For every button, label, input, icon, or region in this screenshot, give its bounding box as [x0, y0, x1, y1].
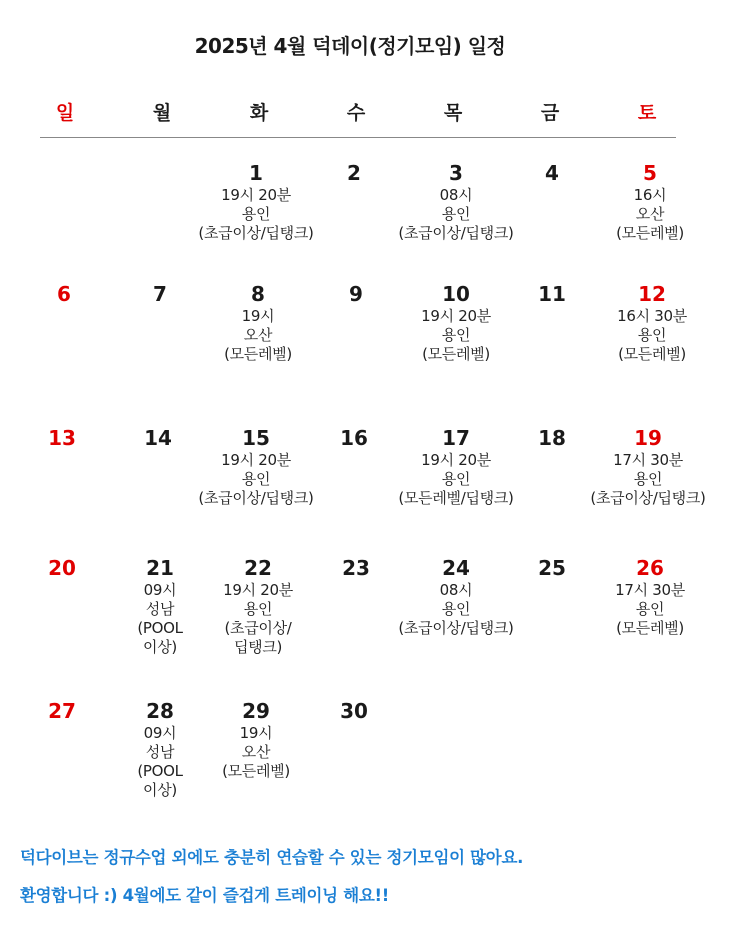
day-number: 23: [342, 556, 370, 580]
day-number: 2: [347, 161, 361, 185]
weekday-sun: 일: [55, 102, 75, 124]
event-place: 성남: [145, 743, 175, 761]
event-level-cont: 이상): [143, 781, 177, 799]
footer-line-1: 덕다이브는 정규수업 외에도 충분히 연습할 수 있는 정기모임이 많아요.: [20, 848, 524, 867]
event-time: 16시: [633, 186, 667, 204]
day-number: 14: [144, 426, 172, 450]
day-number: 11: [538, 282, 566, 306]
event-place: 용인: [241, 205, 271, 223]
event-level: (모든레벨): [616, 619, 684, 637]
event-place: 용인: [441, 326, 471, 344]
day-number: 7: [153, 282, 167, 306]
event-level: (초급이상/딥탱크): [398, 619, 514, 637]
event-level-cont: 딥탱크): [233, 638, 283, 656]
weekday-mon: 월: [152, 102, 172, 124]
day-number: 21: [146, 556, 174, 580]
event-time: 17시 30분: [615, 581, 685, 599]
day-number: 12: [638, 282, 666, 306]
event-place: 오산: [635, 205, 665, 223]
day-number: 16: [340, 426, 368, 450]
weekday-tue: 화: [249, 102, 269, 124]
weekday-fri: 금: [540, 102, 560, 124]
event-place: 용인: [441, 600, 471, 618]
event-place: 용인: [637, 326, 667, 344]
day-cell-26: [570, 555, 730, 638]
event-time: 19시 20분: [421, 451, 491, 469]
event-place: 용인: [441, 470, 471, 488]
event-time: 19시: [241, 307, 275, 325]
footer-line-2: 환영합니다 :) 4월에도 같이 즐겁게 트레이닝 해요!!: [20, 886, 389, 905]
day-number: 6: [57, 282, 71, 306]
weekday-thu: 목: [443, 102, 463, 124]
day-cell-5: [570, 160, 730, 243]
event-level: (모든레벨): [224, 345, 292, 363]
day-cell-30: [274, 698, 434, 724]
event-level-cont: 이상): [143, 638, 177, 656]
event-time: 19시 20분: [221, 451, 291, 469]
event-place: 성남: [145, 600, 175, 618]
day-number: 18: [538, 426, 566, 450]
day-number: 25: [538, 556, 566, 580]
day-number: 30: [340, 699, 368, 723]
event-place: 용인: [441, 205, 471, 223]
event-time: 19시 20분: [421, 307, 491, 325]
event-level: (모든레벨): [616, 224, 684, 242]
event-time: 09시: [143, 724, 177, 742]
day-number: 27: [48, 699, 76, 723]
event-place: 용인: [635, 600, 665, 618]
event-time: 08시: [439, 186, 473, 204]
weekday-sat: 토: [637, 102, 657, 124]
day-number: 24: [442, 556, 470, 580]
event-level: (모든레벨): [222, 762, 290, 780]
event-time: 19시 20분: [223, 581, 293, 599]
event-time: 08시: [439, 581, 473, 599]
day-number: 17: [442, 426, 470, 450]
day-number: 3: [449, 161, 463, 185]
event-level: (초급이상/딥탱크): [398, 224, 514, 242]
day-number: 22: [244, 556, 272, 580]
day-number: 4: [545, 161, 559, 185]
event-place: 용인: [241, 470, 271, 488]
event-level: (초급이상/: [224, 619, 292, 637]
day-number: 1: [249, 161, 263, 185]
day-number: 29: [242, 699, 270, 723]
event-time: 19시: [239, 724, 273, 742]
day-number: 9: [349, 282, 363, 306]
event-level: (모든레벨): [422, 345, 490, 363]
event-level: (POOL: [137, 762, 183, 780]
day-number: 10: [442, 282, 470, 306]
day-number: 28: [146, 699, 174, 723]
event-level: (초급이상/딥탱크): [198, 489, 314, 507]
day-number: 19: [634, 426, 662, 450]
event-place: 오산: [243, 326, 273, 344]
day-cell-12: [572, 281, 732, 364]
weekday-wed: 수: [346, 102, 366, 124]
page-title: 2025년 4월 덕데이(정기모임) 일정: [194, 34, 506, 58]
day-number: 8: [251, 282, 265, 306]
day-number: 5: [643, 161, 657, 185]
day-number: 15: [242, 426, 270, 450]
event-place: 용인: [243, 600, 273, 618]
event-time: 09시: [143, 581, 177, 599]
day-number: 20: [48, 556, 76, 580]
day-number: 26: [636, 556, 664, 580]
day-cell-19: [568, 425, 728, 508]
day-number: 13: [48, 426, 76, 450]
event-time: 19시 20분: [221, 186, 291, 204]
event-level: (모든레벨/딥탱크): [398, 489, 514, 507]
event-place: 오산: [241, 743, 271, 761]
event-level: (초급이상/딥탱크): [590, 489, 706, 507]
event-time: 17시 30분: [613, 451, 683, 469]
event-level: (초급이상/딥탱크): [198, 224, 314, 242]
event-place: 용인: [633, 470, 663, 488]
event-time: 16시 30분: [617, 307, 687, 325]
event-level: (POOL: [137, 619, 183, 637]
event-level: (모든레벨): [618, 345, 686, 363]
